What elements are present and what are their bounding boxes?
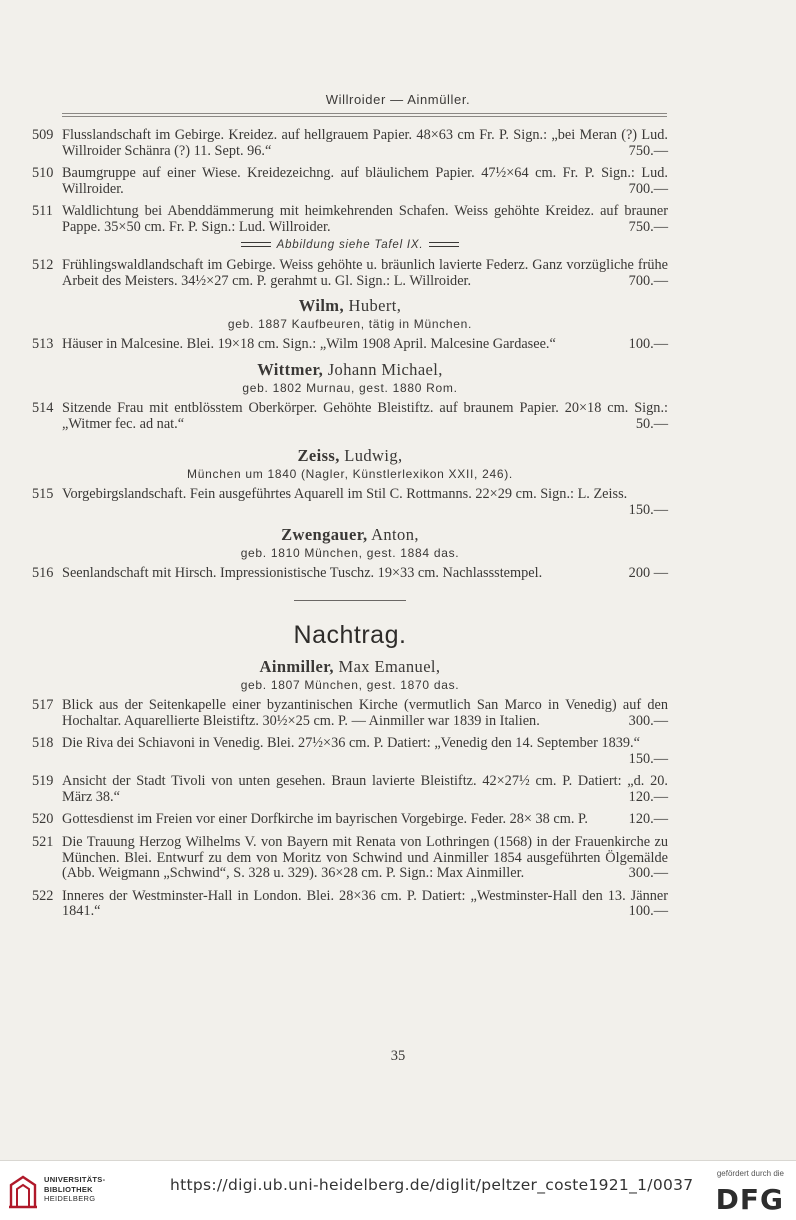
entry-number: 520 <box>32 811 54 828</box>
entry-group-zwengauer <box>32 566 668 582</box>
entry-price: 100.— <box>628 336 668 353</box>
entry-description: Vorgebirgslandschaft. Fein ausgeführtes Aquarell im Stil C. Rottmanns. 22×29 cm. Sign.: L. Zeiss. <box>62 486 628 503</box>
catalog-entry-522 <box>32 889 668 920</box>
entry-price: 300.— <box>628 865 668 882</box>
artist-heading-ainmiller: Ainmiller, Max Emanuel, <box>259 656 441 676</box>
plate-reference: Abbildung siehe Tafel IX. <box>32 238 668 254</box>
artist-bio-wittmer: geb. 1802 Murnau, gest. 1880 Rom. <box>242 380 458 395</box>
entry-description: Gottesdienst im Freien vor einer Dorfkirche im bayrischen Vorgebirge. Feder. 28× 38 cm. P. <box>62 811 588 828</box>
entry-description: Frühlingswaldlandschaft im Gebirge. Weiss gehöhte u. bräunlich lavierte Federz. Ganz vorzügliche frühe Arbeit des Meisters. 34½×27 cm. P. gerahmt u. Gl. Sign.: L. Willroider. <box>62 257 668 289</box>
university-library-logo-icon[interactable] <box>8 1173 38 1209</box>
catalog-entry-517 <box>32 698 668 729</box>
entry-number: 522 <box>32 887 54 904</box>
entry-price: 750.— <box>628 218 668 235</box>
catalog-content <box>32 128 668 927</box>
header-rule <box>62 113 667 114</box>
catalog-entry-521 <box>32 835 668 882</box>
catalog-entry-520 <box>32 812 668 828</box>
artist-heading-zeiss: Zeiss, Ludwig, <box>297 446 403 466</box>
catalog-entry-512 <box>32 258 668 289</box>
entry-group-zeiss <box>32 487 668 518</box>
entry-description: Die Riva dei Schiavoni in Venedig. Blei. 27½×36 cm. P. Datiert: „Venedig den 14. September 1839.“ <box>62 735 640 752</box>
catalog-entry-516 <box>32 566 668 582</box>
entry-description: Waldlichtung bei Abenddämmerung mit heimkehrenden Schafen. Weiss gehöhte Kreidez. auf brauner Pappe. 35×50 cm. Fr. P. Sign.: Lud. Willroider. <box>62 203 668 235</box>
entry-number: 515 <box>32 486 54 503</box>
entry-number: 521 <box>32 834 54 851</box>
entry-number: 512 <box>32 257 54 274</box>
entry-number: 518 <box>32 735 54 752</box>
entry-number: 517 <box>32 696 54 713</box>
double-rule-right <box>429 242 459 247</box>
section-divider <box>294 600 406 601</box>
double-rule-left <box>241 242 271 247</box>
artist-bio-wilm: geb. 1887 Kaufbeuren, tätig in München. <box>227 317 473 332</box>
entry-number: 511 <box>32 203 53 220</box>
entry-number: 513 <box>32 336 54 353</box>
catalog-entry-511 <box>32 204 668 235</box>
entry-price: 300.— <box>628 712 668 729</box>
entry-group-ainmiller <box>32 698 668 920</box>
entry-group-willroider-2 <box>32 258 668 289</box>
entry-description: Die Trauung Herzog Wilhelms V. von Bayern mit Renata von Lothringen (1568) in der Frauenkirche zu München. Blei. Entwurf zu dem von Moritz von Schwind und Ainmiller 1854 ausgeführten Ölgemälde (Abb. Weigmann „Schwind“, S. 328 u. 329). 36×28 cm. P. Sign.: Max Ainmiller. <box>62 834 668 882</box>
header-rule <box>62 116 667 117</box>
entry-description: Blick aus der Seitenkapelle einer byzantinischen Kirche (vermutlich San Marco in Venedig) auf den Hochaltar. Aquarellierte Bleistiftz. 30½×25 cm. P. — Ainmiller war 1839 in Italien. <box>62 696 668 729</box>
entry-description: Häuser in Malcesine. Blei. 19×18 cm. Sign.: „Wilm 1908 April. Malcesine Gardasee.“ <box>62 336 556 353</box>
artist-bio-zwengauer: geb. 1810 München, gest. 1884 das. <box>240 546 460 561</box>
entry-group-wilm <box>32 337 668 353</box>
entry-description: Sitzende Frau mit entblösstem Oberkörper. Gehöhte Bleistiftz. auf braunem Papier. 20×18 cm. Sign.: „Witmer fec. ad nat.“ <box>62 399 668 432</box>
entry-group-wittmer <box>32 401 668 432</box>
entry-price: 150.— <box>628 750 668 767</box>
catalog-entry-510 <box>32 166 668 197</box>
entry-description: Baumgruppe auf einer Wiese. Kreidezeichng. auf bläulichem Papier. 47½×64 cm. Fr. P. Sign.: Lud. Willroider. <box>62 165 668 197</box>
nachtrag-title: Nachtrag. <box>293 620 407 649</box>
entry-group-willroider <box>32 128 668 236</box>
entry-price: 750.— <box>628 142 668 159</box>
catalog-entry-515 <box>32 487 668 518</box>
entry-number: 519 <box>32 773 54 790</box>
catalog-entry-519 <box>32 774 668 805</box>
artist-heading-wittmer: Wittmer, Johann Michael, <box>257 359 443 379</box>
entry-description: Seenlandschaft mit Hirsch. Impressionistische Tuschz. 19×33 cm. Nachlassstempel. <box>62 565 543 582</box>
entry-price: 700.— <box>628 180 668 197</box>
entry-price: 120.— <box>628 788 668 805</box>
entry-number: 516 <box>32 565 54 582</box>
artist-heading-wilm: Wilm, Hubert, <box>298 296 402 316</box>
catalog-entry-509 <box>32 128 668 159</box>
entry-price: 200 — <box>628 565 668 582</box>
artist-bio-zeiss: München um 1840 (Nagler, Künstlerlexikon XXII, 246). <box>187 467 513 482</box>
catalog-entry-514 <box>32 401 668 432</box>
entry-price: 150.— <box>628 501 668 518</box>
entry-price: 100.— <box>628 903 668 920</box>
entry-description: Inneres der Westminster-Hall in London. Blei. 28×36 cm. P. Datiert: „Westminster-Hall den 13. Jänner 1841.“ <box>62 887 668 920</box>
dfg-logo[interactable]: DFG <box>715 1183 784 1216</box>
permalink-url[interactable]: https://digi.ub.uni-heidelberg.de/diglit/peltzer_coste1921_1/0037 <box>170 1176 694 1194</box>
entry-number: 510 <box>32 165 54 182</box>
entry-description: Ansicht der Stadt Tivoli von unten gesehen. Braun lavierte Bleistiftz. 42×27½ cm. P. Datiert: „d. 20. März 38.“ <box>62 773 668 805</box>
viewer-footer <box>0 1160 796 1220</box>
entry-price: 120.— <box>628 811 668 828</box>
artist-bio-ainmiller: geb. 1807 München, gest. 1870 das. <box>240 677 460 692</box>
catalog-entry-513 <box>32 337 668 353</box>
entry-price: 700.— <box>628 272 668 289</box>
entry-price: 50.— <box>635 415 668 432</box>
page-number: 35 <box>390 1048 406 1064</box>
running-head: Willroider — Ainmüller. <box>325 92 471 107</box>
entry-description: Flusslandschaft im Gebirge. Kreidez. auf hellgrauem Papier. 48×63 cm Fr. P. Sign.: „bei Meran (?) Lud. Willroider Schänra (?) 11. Sept. 96.“ <box>62 127 668 159</box>
entry-number: 509 <box>32 127 54 143</box>
catalog-entry-518 <box>32 736 668 767</box>
library-name[interactable]: UNIVERSITÄTS- BIBLIOTHEK HEIDELBERG <box>44 1175 106 1203</box>
entry-number: 514 <box>32 399 54 416</box>
funding-note: gefördert durch die <box>716 1169 784 1178</box>
artist-heading-zwengauer: Zwengauer, Anton, <box>281 525 419 545</box>
